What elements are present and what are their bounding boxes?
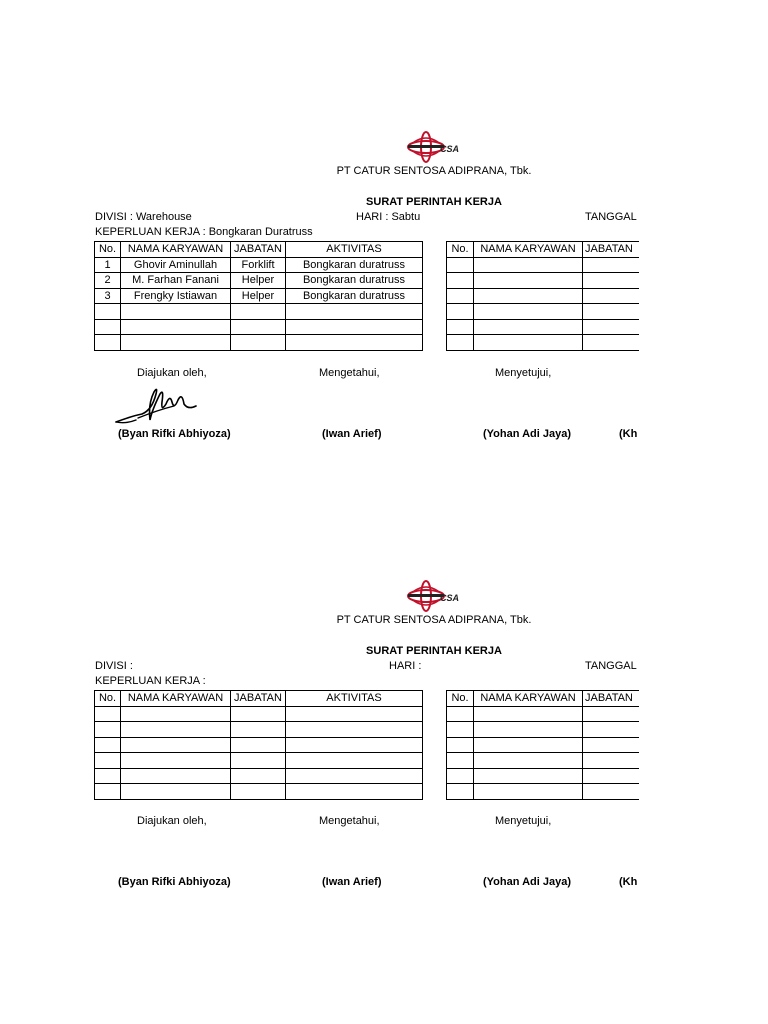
- cell-no: [447, 706, 474, 722]
- table-header-row: [95, 691, 423, 707]
- keperluan-label: KEPERLUAN KERJA :: [95, 675, 206, 687]
- signer-name-1: (Byan Rifki Abhiyoza): [118, 428, 231, 440]
- cell-aktivitas: [286, 304, 423, 320]
- cell-jabatan: [583, 753, 640, 769]
- signer-name-3: (Yohan Adi Jaya): [483, 876, 572, 888]
- cell-jabatan: Helper: [231, 273, 286, 289]
- cell-no: [447, 737, 474, 753]
- table-row: [95, 304, 423, 320]
- cell-jabatan: [583, 335, 640, 351]
- cell-no: 1: [95, 257, 121, 273]
- cell-nama: [121, 784, 231, 800]
- cell-jabatan: [583, 722, 640, 738]
- cell-no: [447, 784, 474, 800]
- table-row: [447, 273, 640, 289]
- cell-no: 2: [95, 273, 121, 289]
- table-row: [447, 304, 640, 320]
- right-employee-table: [446, 690, 639, 800]
- table-row: [95, 257, 423, 273]
- table-row: [447, 768, 640, 784]
- logo-text: CSA: [440, 593, 460, 603]
- header-nama: NAMA KARYAWAN: [474, 242, 583, 258]
- role-approved: Menyetujui,: [495, 815, 552, 827]
- header-nama: NAMA KARYAWAN: [474, 691, 583, 707]
- cell-no: [95, 768, 121, 784]
- header-no: No.: [95, 691, 121, 707]
- cell-nama: [474, 304, 583, 320]
- table-row: [447, 257, 640, 273]
- cell-nama: [121, 335, 231, 351]
- cell-nama: [474, 706, 583, 722]
- cell-nama: [474, 722, 583, 738]
- table-row: [95, 722, 423, 738]
- table-row: [447, 706, 640, 722]
- cell-no: [447, 319, 474, 335]
- cell-no: [447, 753, 474, 769]
- header-aktivitas: AKTIVITAS: [286, 242, 423, 258]
- cell-nama: [121, 319, 231, 335]
- logo-text: CSA: [440, 144, 460, 154]
- table-row: [447, 319, 640, 335]
- cell-nama: [121, 768, 231, 784]
- cell-no: [447, 768, 474, 784]
- cell-jabatan: [583, 288, 640, 304]
- table-row: [447, 753, 640, 769]
- work-order-form-2: [0, 449, 639, 888]
- cell-nama: [474, 319, 583, 335]
- table-header-row: [447, 691, 640, 707]
- cell-nama: [121, 753, 231, 769]
- table-header-row: [447, 242, 640, 258]
- cell-jabatan: [231, 753, 286, 769]
- cell-jabatan: [583, 319, 640, 335]
- cell-jabatan: [231, 737, 286, 753]
- cell-nama: [121, 304, 231, 320]
- cell-aktivitas: [286, 784, 423, 800]
- header-no: No.: [95, 242, 121, 258]
- header-nama: NAMA KARYAWAN: [121, 242, 231, 258]
- left-employee-table: [94, 241, 423, 351]
- cell-jabatan: [231, 304, 286, 320]
- cell-aktivitas: [286, 335, 423, 351]
- left-employee-table: [94, 690, 423, 800]
- cell-jabatan: [583, 273, 640, 289]
- company-logo: [404, 579, 466, 613]
- role-approved: Menyetujui,: [495, 367, 552, 379]
- cell-no: [447, 335, 474, 351]
- cell-jabatan: [583, 304, 640, 320]
- cell-nama: [474, 784, 583, 800]
- cell-no: [95, 784, 121, 800]
- company-logo: [404, 130, 466, 164]
- hari-label: HARI :: [389, 660, 422, 672]
- cell-no: 3: [95, 288, 121, 304]
- signer-name-2: (Iwan Arief): [322, 876, 382, 888]
- signer-name-3: (Yohan Adi Jaya): [483, 428, 572, 440]
- cell-no: [95, 319, 121, 335]
- cell-aktivitas: Bongkaran duratruss: [286, 288, 423, 304]
- cell-no: [95, 737, 121, 753]
- cell-nama: Ghovir Aminullah: [121, 257, 231, 273]
- table-row: [95, 784, 423, 800]
- header-aktivitas: AKTIVITAS: [286, 691, 423, 707]
- role-acknowledged: Mengetahui,: [319, 815, 380, 827]
- cell-no: [447, 304, 474, 320]
- signer-name-1: (Byan Rifki Abhiyoza): [118, 876, 231, 888]
- cell-jabatan: [231, 335, 286, 351]
- table-row: [447, 784, 640, 800]
- cell-no: [95, 753, 121, 769]
- divisi-label: DIVISI :: [95, 660, 133, 672]
- header-nama: NAMA KARYAWAN: [121, 691, 231, 707]
- cell-nama: Frengky Istiawan: [121, 288, 231, 304]
- company-name: PT CATUR SENTOSA ADIPRANA, Tbk.: [336, 614, 532, 626]
- cell-jabatan: [231, 784, 286, 800]
- table-row: [447, 737, 640, 753]
- cell-nama: [474, 335, 583, 351]
- cell-aktivitas: [286, 706, 423, 722]
- signer-name-4: (Kh: [619, 876, 638, 888]
- cell-aktivitas: [286, 737, 423, 753]
- table-row: [95, 768, 423, 784]
- handwritten-signature: [112, 380, 204, 428]
- role-submitted-by: Diajukan oleh,: [137, 367, 207, 379]
- cell-jabatan: [583, 257, 640, 273]
- cell-no: [95, 335, 121, 351]
- cell-jabatan: [231, 768, 286, 784]
- cell-jabatan: [583, 784, 640, 800]
- header-jabatan: JABATAN: [231, 691, 286, 707]
- header-no: No.: [447, 691, 474, 707]
- signer-name-2: (Iwan Arief): [322, 428, 382, 440]
- table-row: [95, 335, 423, 351]
- cell-nama: [121, 737, 231, 753]
- cell-jabatan: Helper: [231, 288, 286, 304]
- table-row: [95, 737, 423, 753]
- table-row: [447, 722, 640, 738]
- cell-no: [95, 706, 121, 722]
- header-jabatan: JABATAN: [231, 242, 286, 258]
- cell-jabatan: [583, 737, 640, 753]
- cell-nama: [474, 768, 583, 784]
- signer-name-4: (Kh: [619, 428, 638, 440]
- cell-no: [447, 257, 474, 273]
- hari-label: HARI : Sabtu: [356, 211, 421, 223]
- cell-nama: [474, 737, 583, 753]
- header-jabatan: JABATAN: [583, 691, 640, 707]
- cell-aktivitas: Bongkaran duratruss: [286, 273, 423, 289]
- keperluan-label: KEPERLUAN KERJA : Bongkaran Duratruss: [95, 226, 313, 238]
- divisi-label: DIVISI : Warehouse: [95, 211, 192, 223]
- cell-jabatan: [583, 706, 640, 722]
- cell-nama: [474, 273, 583, 289]
- cell-nama: [121, 722, 231, 738]
- cell-no: [447, 722, 474, 738]
- cell-jabatan: Forklift: [231, 257, 286, 273]
- cell-no: [95, 304, 121, 320]
- table-row: [447, 335, 640, 351]
- table-row: [95, 706, 423, 722]
- table-row: [95, 288, 423, 304]
- cell-jabatan: [583, 768, 640, 784]
- tanggal-label: TANGGAL: [585, 660, 637, 672]
- table-row: [95, 753, 423, 769]
- cell-aktivitas: Bongkaran duratruss: [286, 257, 423, 273]
- document-title: SURAT PERINTAH KERJA: [366, 645, 502, 657]
- cell-aktivitas: [286, 753, 423, 769]
- cell-aktivitas: [286, 722, 423, 738]
- company-name: PT CATUR SENTOSA ADIPRANA, Tbk.: [336, 165, 532, 177]
- cell-no: [447, 273, 474, 289]
- cell-nama: [474, 288, 583, 304]
- table-row: [95, 273, 423, 289]
- cell-nama: [474, 257, 583, 273]
- table-row: [95, 319, 423, 335]
- tanggal-label: TANGGAL: [585, 211, 637, 223]
- role-submitted-by: Diajukan oleh,: [137, 815, 207, 827]
- cell-aktivitas: [286, 319, 423, 335]
- cell-nama: M. Farhan Fanani: [121, 273, 231, 289]
- cell-nama: [474, 753, 583, 769]
- table-header-row: [95, 242, 423, 258]
- right-employee-table: [446, 241, 639, 351]
- cell-no: [95, 722, 121, 738]
- table-row: [447, 288, 640, 304]
- work-order-form-1: [0, 0, 639, 440]
- cell-jabatan: [231, 722, 286, 738]
- document-title: SURAT PERINTAH KERJA: [366, 196, 502, 208]
- cell-aktivitas: [286, 768, 423, 784]
- header-jabatan: JABATAN: [583, 242, 640, 258]
- role-acknowledged: Mengetahui,: [319, 367, 380, 379]
- cell-no: [447, 288, 474, 304]
- cell-nama: [121, 706, 231, 722]
- cell-jabatan: [231, 319, 286, 335]
- header-no: No.: [447, 242, 474, 258]
- cell-jabatan: [231, 706, 286, 722]
